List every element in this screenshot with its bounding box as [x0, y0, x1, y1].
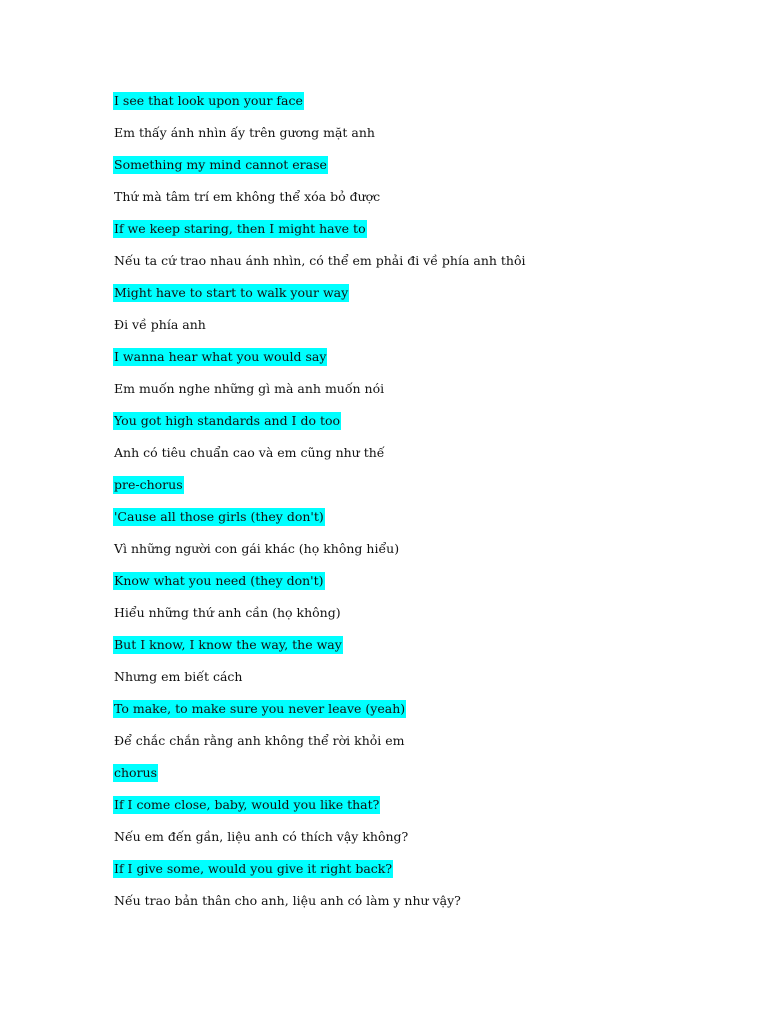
lyric-line-vietnamese: [113, 540, 733, 572]
lyric-line-english: [113, 764, 733, 796]
lyric-text: 'Cause all those girls (they don't): [114, 509, 324, 524]
lyric-line-english: [113, 476, 733, 508]
lyric-text: Nhưng em biết cách: [114, 669, 243, 684]
lyric-line-english: [113, 92, 733, 124]
lyric-text: If we keep staring, then I might have to: [114, 221, 366, 236]
lyric-line-vietnamese: [113, 124, 733, 156]
lyric-text: Đi về phía anh: [114, 317, 206, 332]
lyric-text: I wanna hear what you would say: [114, 349, 327, 364]
lyric-line-english: [113, 220, 733, 252]
lyrics-body: [113, 92, 733, 924]
lyric-line-vietnamese: [113, 828, 733, 860]
lyric-line-english: [113, 156, 733, 188]
lyric-line-english: [113, 284, 733, 316]
lyric-text: Anh có tiêu chuẩn cao và em cũng như thế: [114, 445, 385, 460]
lyric-text: I see that look upon your face: [114, 93, 303, 108]
lyric-text: Để chắc chắn rằng anh không thể rời khỏi em: [114, 733, 405, 748]
lyric-text: Hiểu những thứ anh cần (họ không): [114, 605, 341, 620]
lyric-text: Vì những người con gái khác (họ không hiểu): [114, 541, 400, 556]
lyric-line-english: [113, 572, 733, 604]
lyric-text: pre-chorus: [114, 477, 183, 492]
lyric-line-english: [113, 508, 733, 540]
lyric-line-vietnamese: [113, 604, 733, 636]
lyric-text: Something my mind cannot erase: [114, 157, 327, 172]
lyric-text: You got high standards and I do too: [114, 413, 341, 428]
lyric-text: chorus: [114, 765, 158, 780]
lyric-line-vietnamese: [113, 892, 733, 924]
lyric-line-english: [113, 796, 733, 828]
lyric-line-vietnamese: [113, 732, 733, 764]
lyric-text: Might have to start to walk your way: [114, 285, 349, 300]
lyric-line-english: [113, 860, 733, 892]
lyric-line-english: [113, 636, 733, 668]
lyric-text: Em muốn nghe những gì mà anh muốn nói: [114, 381, 385, 396]
lyric-line-vietnamese: [113, 316, 733, 348]
lyric-line-english: [113, 412, 733, 444]
lyric-line-vietnamese: [113, 380, 733, 412]
lyric-text: But I know, I know the way, the way: [114, 637, 342, 652]
lyric-line-vietnamese: [113, 444, 733, 476]
lyric-text: If I come close, baby, would you like that?: [114, 797, 380, 812]
lyric-text: Thứ mà tâm trí em không thể xóa bỏ được: [114, 189, 381, 204]
lyric-text: Nếu ta cứ trao nhau ánh nhìn, có thể em phải đi về phía anh thôi: [114, 253, 526, 268]
lyric-text: Know what you need (they don't): [114, 573, 324, 588]
lyric-line-english: [113, 348, 733, 380]
lyric-line-english: [113, 700, 733, 732]
lyric-line-vietnamese: [113, 188, 733, 220]
lyric-text: Em thấy ánh nhìn ấy trên gương mặt anh: [114, 125, 375, 140]
lyric-text: Nếu em đến gần, liệu anh có thích vậy không?: [114, 829, 409, 844]
lyric-text: If I give some, would you give it right back?: [114, 861, 393, 876]
lyric-text: Nếu trao bản thân cho anh, liệu anh có làm y như vậy?: [114, 893, 461, 908]
lyric-line-vietnamese: [113, 252, 733, 284]
lyric-text: To make, to make sure you never leave (yeah): [114, 701, 406, 716]
lyric-line-vietnamese: [113, 668, 733, 700]
